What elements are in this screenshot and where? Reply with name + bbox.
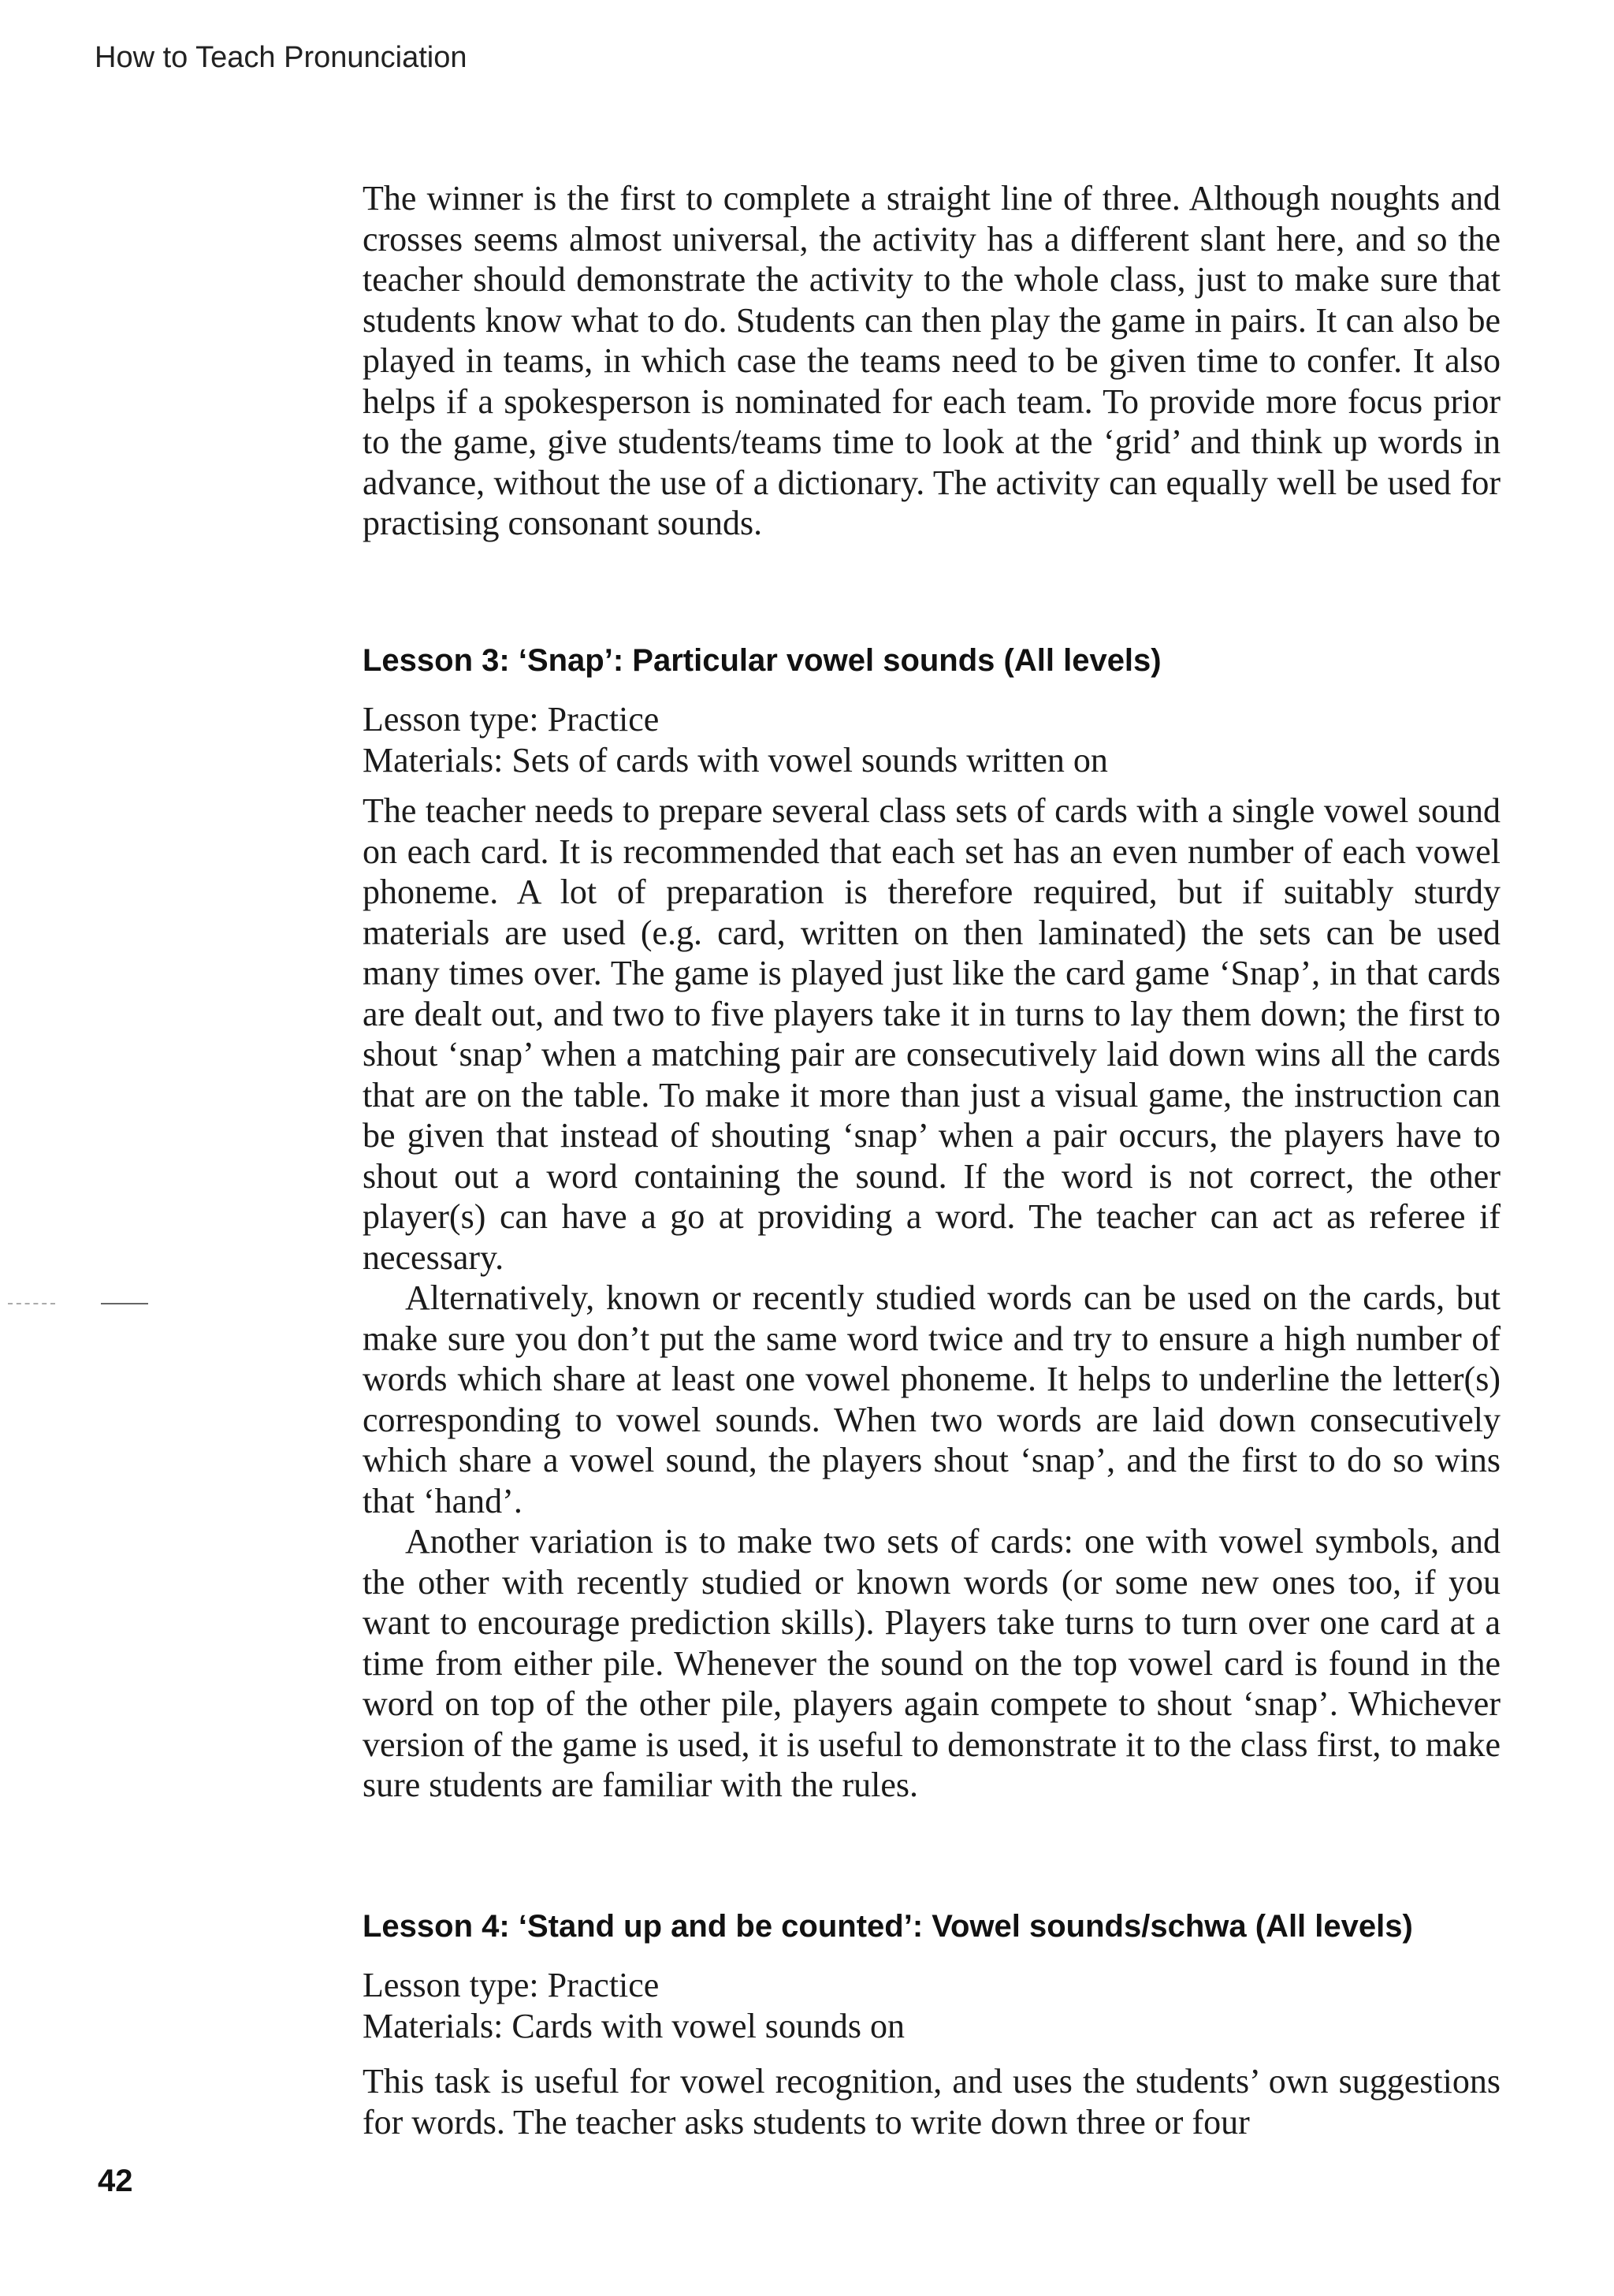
lesson-4-type: Lesson type: Practice [363, 1966, 660, 2004]
margin-mark-faint [8, 1303, 55, 1304]
margin-mark [101, 1303, 148, 1304]
intro-text-block [363, 178, 1501, 544]
intro-paragraph: The winner is the first to complete a straight line of three. Although noughts and crosses seems almost universal, the activity has a different slant here, and so the teacher should demonstrate the activity to the whole class, just to make sure that students know what to do. Students can then play the game in pairs. It can also be played in teams, in which case the teams need to be given time to confer. It also helps if a spokesperson is nominated for each team. To provide more focus prior to the game, give students/teams time to look at the ‘grid’ and think up words in advance, without the use of a dictionary. The activity can equally well be used for practising consonant sounds. [363, 179, 1501, 542]
lesson-3-type: Lesson type: Practice [363, 700, 660, 739]
lesson-4-body [363, 2061, 1501, 2142]
lesson-3-meta [363, 699, 1501, 780]
lesson-3-body [363, 791, 1501, 1806]
lesson-4-meta [363, 1965, 1501, 2046]
lesson-3-paragraph-1: The teacher needs to prepare several class sets of cards with a single vowel sound on each card. It is recommended that each set has an even number of each vowel phoneme. A lot of preparation is therefore required, but if suitably sturdy materials are used (e.g. card, written on then laminated) the sets can be used many times over. The game is played just like the card game ‘Snap’, in that cards are dealt out, and two to five players take it in turns to lay them down; the first to shout ‘snap’ when a matching pair are consecutively laid down wins all the cards that are on the table. To make it more than just a visual game, the instruction can be given that instead of shouting ‘snap’ when a pair occurs, the players have to shout out a word containing the sound. If the word is not correct, the other player(s) can have a go at providing a word. The teacher can act as referee if necessary. [363, 791, 1501, 1277]
lesson-3-materials: Materials: Sets of cards with vowel sounds written on [363, 740, 1108, 780]
lesson-3-heading: Lesson 3: ‘Snap’: Particular vowel sounds (All levels) [363, 643, 1162, 678]
page-number: 42 [98, 2164, 133, 2198]
lesson-4-materials: Materials: Cards with vowel sounds on [363, 2006, 906, 2045]
running-head: How to Teach Pronunciation [95, 41, 467, 74]
lesson-4-heading: Lesson 4: ‘Stand up and be counted’: Vowel sounds/schwa (All levels) [363, 1909, 1413, 1944]
lesson-3-paragraph-3: Another variation is to make two sets of cards: one with vowel symbols, and the other with recently studied or known words (or some new ones too, if you want to encourage prediction skills). Players take turns to turn over one card at a time from either pile. Whenever the sound on the top vowel card is found in the word on top of the other pile, players again compete to shout ‘snap’. Whichever version of the game is used, it is useful to demonstrate it to the class first, to make sure students are familiar with the rules. [363, 1522, 1501, 1804]
lesson-4-paragraph: This task is useful for vowel recognition, and uses the students’ own suggestions for words. The teacher asks students to write down three or four [363, 2062, 1501, 2142]
lesson-3-paragraph-2: Alternatively, known or recently studied words can be used on the cards, but make sure you don’t put the same word twice and try to ensure a high number of words which share at least one vowel phoneme. It helps to underline the letter(s) corresponding to vowel sounds. When two words are laid down consecutively which share a vowel sound, the players shout ‘snap’, and the first to do so wins that ‘hand’. [363, 1278, 1501, 1520]
